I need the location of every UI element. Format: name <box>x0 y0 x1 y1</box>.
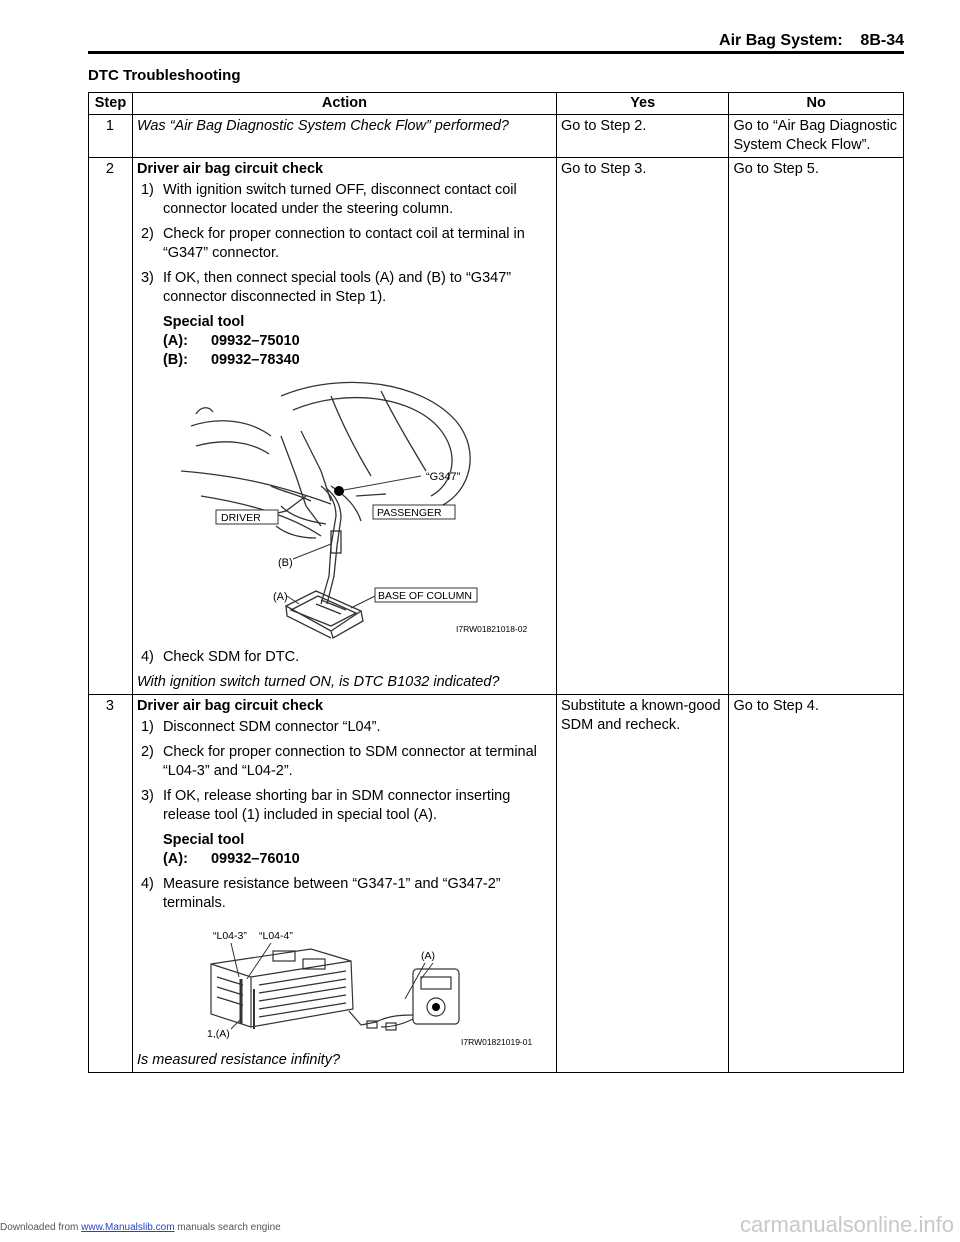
substep-text: Check for proper connection to contact coil at terminal in “G347” connector. <box>162 226 525 261</box>
list-item <box>137 648 551 667</box>
no-cell: Go to “Air Bag Diagnostic System Check Flow”. <box>729 115 904 158</box>
page-header <box>88 32 904 54</box>
figure-label-l04-3: “L04-3” <box>212 930 247 942</box>
list-item <box>137 787 551 825</box>
steering-column-illustration <box>181 376 551 646</box>
section-title: DTC Troubleshooting <box>88 67 241 84</box>
no-cell: Go to Step 5. <box>729 158 904 695</box>
substep-text: Check SDM for DTC. <box>162 649 300 665</box>
special-tool-block <box>163 831 551 869</box>
substep-number: 3) <box>140 270 154 286</box>
substep-number: 2) <box>140 744 154 760</box>
substep-text: With ignition switch turned OFF, disconnect contact coil connector located under the steering column. <box>162 182 517 217</box>
sdm-connector-figure <box>181 919 551 1049</box>
special-tool-label: Special tool <box>162 832 245 848</box>
substep-list <box>137 718 551 825</box>
column-header-step: Step <box>89 93 133 115</box>
tool-number: 09932–78340 <box>210 352 300 368</box>
tool-number: 09932–76010 <box>210 851 300 867</box>
table-row <box>89 695 904 1073</box>
step-question: Was “Air Bag Diagnostic System Check Flow” performed? <box>136 118 509 134</box>
step-number: 2 <box>89 158 133 695</box>
page-header-title: Air Bag System: 8B-34 <box>719 32 904 49</box>
special-tool-label: Special tool <box>162 314 245 330</box>
figure-label-passenger: PASSENGER <box>376 507 442 519</box>
figure-label-l04-4: “L04-4” <box>258 930 293 942</box>
dtc-troubleshooting-table <box>88 92 904 1073</box>
substep-list <box>137 181 551 307</box>
step-number: 1 <box>89 115 133 158</box>
table-header-row <box>89 93 904 115</box>
list-item <box>137 225 551 263</box>
substep-list <box>137 648 551 667</box>
action-cell <box>132 695 556 1073</box>
manualslib-link[interactable]: www.Manualslib.com <box>81 1222 175 1233</box>
figure-code: I7RW01821019-01 <box>460 1037 533 1047</box>
watermark: carmanualsonline.info <box>739 1212 954 1237</box>
list-item <box>137 743 551 781</box>
figure-label-1-a: 1,(A) <box>206 1028 230 1040</box>
page-footer <box>0 1222 281 1233</box>
action-cell <box>132 115 556 158</box>
table-row <box>89 115 904 158</box>
column-header-yes: Yes <box>556 93 729 115</box>
figure-label-b: (B) <box>277 557 293 569</box>
figure-label-driver: DRIVER <box>220 512 261 524</box>
table-row <box>89 158 904 695</box>
column-header-no: No <box>729 93 904 115</box>
list-item <box>137 181 551 219</box>
yes-cell: Go to Step 2. <box>556 115 729 158</box>
list-item <box>137 269 551 307</box>
action-cell <box>132 158 556 695</box>
tool-key: (B): <box>162 352 188 368</box>
footer-prefix: Downloaded from <box>0 1222 82 1233</box>
figure-label-g347: “G347” <box>425 471 461 483</box>
step-number: 3 <box>89 695 133 1073</box>
step-question: Is measured resistance infinity? <box>136 1052 341 1068</box>
substep-number: 3) <box>140 788 154 804</box>
steering-column-figure <box>181 376 551 646</box>
special-tool-row <box>163 351 551 370</box>
figure-label-a: (A) <box>272 591 288 603</box>
step-heading: Driver air bag circuit check <box>136 698 324 714</box>
footer-suffix: manuals search engine <box>174 1222 281 1233</box>
list-item <box>137 875 551 913</box>
tool-key: (A): <box>162 851 188 867</box>
substep-number: 1) <box>140 719 154 735</box>
substep-text: If OK, then connect special tools (A) and (B) to “G347” connector disconnected in Step 1). <box>162 270 512 305</box>
substep-number: 4) <box>140 876 154 892</box>
no-cell: Go to Step 4. <box>729 695 904 1073</box>
list-item <box>137 718 551 737</box>
figure-label-base-of-column: BASE OF COLUMN <box>377 590 472 602</box>
yes-cell: Substitute a known-good SDM and recheck. <box>556 695 729 1073</box>
column-header-action: Action <box>132 93 556 115</box>
special-tool-row <box>163 850 551 869</box>
substep-number: 2) <box>140 226 154 242</box>
g347-connector-marker <box>334 486 344 496</box>
yes-cell: Go to Step 3. <box>556 158 729 695</box>
tool-number: 09932–75010 <box>210 333 300 349</box>
substep-text: Measure resistance between “G347-1” and “G347-2” terminals. <box>162 876 501 911</box>
substep-number: 1) <box>140 182 154 198</box>
step-heading: Driver air bag circuit check <box>136 161 324 177</box>
substep-text: Disconnect SDM connector “L04”. <box>162 719 381 735</box>
substep-number: 4) <box>140 649 154 665</box>
substep-text: If OK, release shorting bar in SDM connector inserting release tool (1) included in special tool (A). <box>162 788 511 823</box>
figure-code: I7RW01821018-02 <box>455 624 528 634</box>
sdm-connector-illustration <box>181 919 551 1049</box>
special-tool-block <box>163 313 551 370</box>
substep-text: Check for proper connection to SDM connector at terminal “L04-3” and “L04-2”. <box>162 744 537 779</box>
special-tool-row <box>163 332 551 351</box>
figure-label-a: (A) <box>420 950 435 962</box>
substep-list <box>137 875 551 913</box>
tool-key: (A): <box>162 333 188 349</box>
step-question: With ignition switch turned ON, is DTC B1032 indicated? <box>136 674 500 690</box>
meter-dial-center <box>432 1003 440 1011</box>
